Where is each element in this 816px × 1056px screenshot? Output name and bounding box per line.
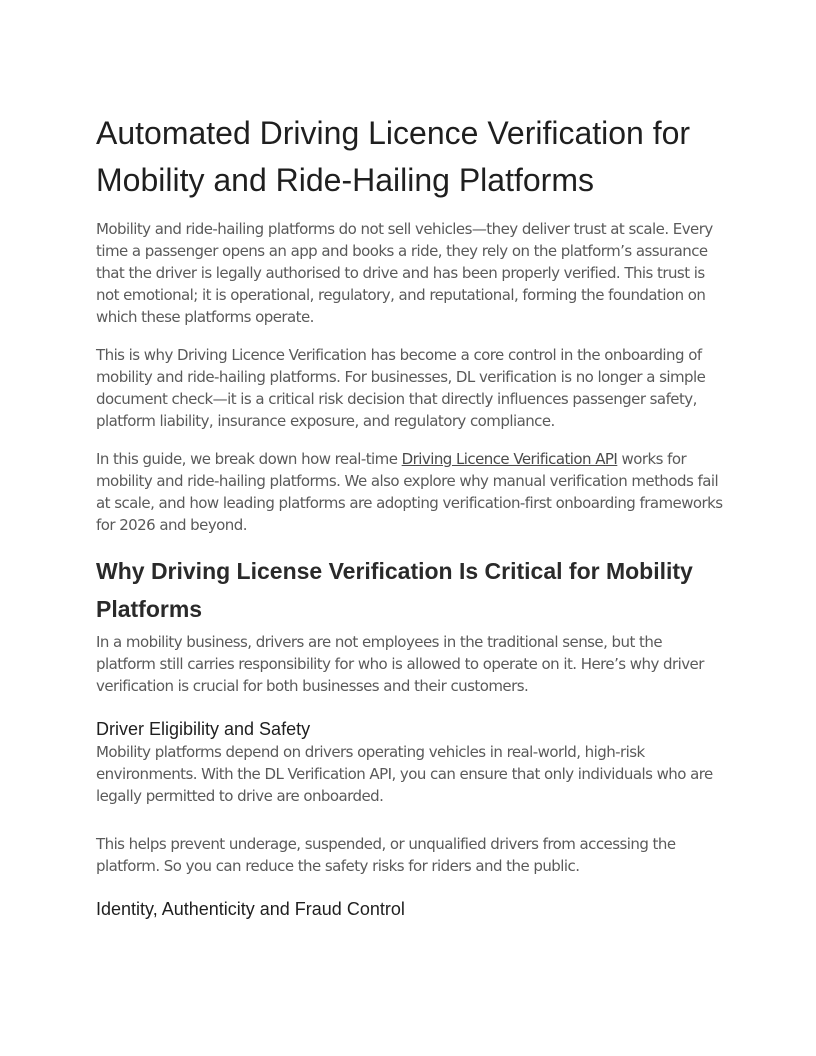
intro-paragraph-2: This is why Driving Licence Verification has become a core control in the onboarding of mobility and ride-hailing platforms. For businesses, DL verification is no longer a simple document check—it is a critical risk decision that directly influences passenger safety, platform liability, insurance exposure, and regulatory compliance. [96,346,706,430]
driver-eligibility-paragraph-1: Mobility platforms depend on drivers operating vehicles in real-world, high-risk environments. With the DL Verification API, you can ensure that only individuals who are legally permitted to drive are onboarded. [96,743,713,805]
intro-paragraph-1: Mobility and ride-hailing platforms do not sell vehicles—they deliver trust at scale. Every time a passenger opens an app and books a ride, they rely on the platform’s assurance that the driver is legally authorised to drive and has been properly verified. This trust is not emotional; it is operational, regulatory, and reputational, forming the foundation on which these platforms operate. [96,220,713,326]
page-title: Automated Driving Licence Verification for Mobility and Ride-Hailing Platforms [96,115,691,198]
subheading-identity-fraud: Identity, Authenticity and Fraud Control [96,899,405,919]
subheading-driver-eligibility: Driver Eligibility and Safety [96,719,311,739]
section-body-why-verification: In a mobility business, drivers are not employees in the traditional sense, but the platform still carries responsibility for who is allowed to operate on it. Here’s why driver verification is crucial for both businesses and their customers. [96,633,704,695]
intro-paragraph-3-tail: works for mobility and ride-hailing platforms. We also explore why manual verification methods fail at scale, and how leading platforms are adopting verification-first onboarding frameworks for 2026 and beyond. [96,450,723,534]
driver-eligibility-paragraph-2: This helps prevent underage, suspended, or unqualified drivers from accessing the platform. So you can reduce the safety risks for riders and the public. [96,835,676,875]
document-page [96,110,724,921]
intro-paragraph-3-lead: In this guide, we break down how real-time [96,450,402,468]
dl-verification-api-link[interactable]: Driving Licence Verification API [401,450,618,468]
section-heading-why-verification: Why Driving License Verification Is Critical for Mobility Platforms [96,558,693,622]
intro-paragraph-3 [96,448,724,536]
